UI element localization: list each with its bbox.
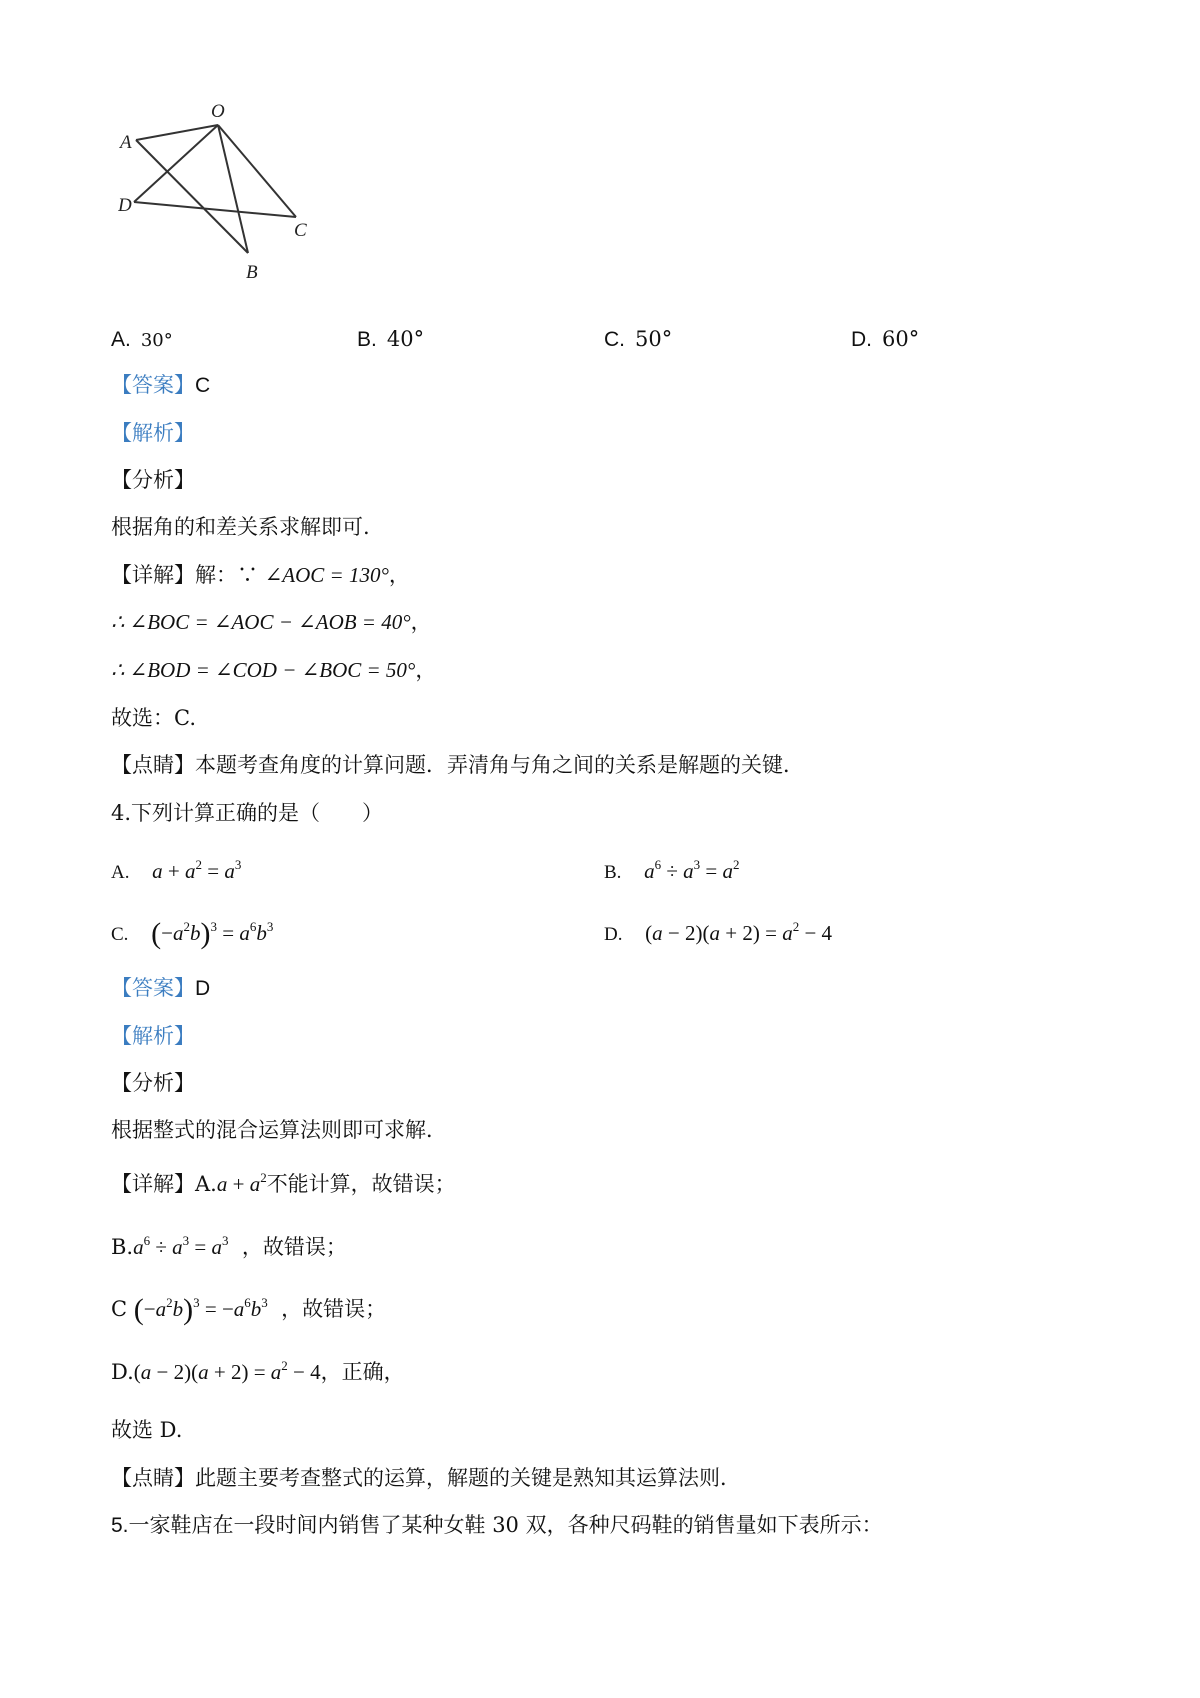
q3-option-c-value: 50° <box>635 327 673 351</box>
q4-option-d <box>604 918 832 950</box>
q4-detail-a-suffix: 不能计算，故错误； <box>266 1172 456 1196</box>
q3-option-b-label: B. <box>357 328 377 351</box>
q3-step2-line <box>111 607 432 637</box>
q4-xiangjie-tag: 【详解】 <box>111 1172 195 1196</box>
q3-dianjing-text: 本题考查角度的计算问题．弄清角与角之间的关系是解题的关键． <box>195 753 804 777</box>
q3-jiexi-tag: 【解析】 <box>111 421 195 445</box>
q4-option-b-label: B. <box>604 862 622 883</box>
segment-DC <box>134 202 296 217</box>
q3-option-c-label: C. <box>604 328 625 351</box>
q4-fenxi-tag: 【分析】 <box>111 1071 195 1095</box>
q3-fenxi-text: 根据角的和差关系求解即可. <box>111 515 370 539</box>
q4-option-c <box>111 918 273 950</box>
label-C: C <box>294 220 307 241</box>
angle-figure <box>118 95 338 285</box>
label-D: D <box>118 195 132 216</box>
q3-step1: ∠AOC = 130° <box>264 563 389 587</box>
q4-option-b-expr: $a^6 \div a^3 = a^2$ <box>644 857 740 883</box>
q4-dianjing-tag: 【点睛】 <box>111 1466 195 1490</box>
q3-choose: 故选：C. <box>111 706 196 730</box>
q3-step2-end: ， <box>410 610 432 634</box>
figure-lines <box>134 125 296 253</box>
q3-option-d-label: D. <box>851 328 872 351</box>
q4-option-a <box>111 856 241 888</box>
q4-fenxi-text: 根据整式的混合运算法则即可求解． <box>111 1118 447 1142</box>
q5-stem <box>111 1510 883 1541</box>
q3-option-b-value: 40° <box>386 327 425 351</box>
q4-dianjing <box>111 1463 741 1493</box>
q4-detail-c-prefix: C <box>111 1297 128 1321</box>
q3-step1-end: ， <box>388 563 410 587</box>
q4-answer <box>111 973 210 1004</box>
q4-detail-a <box>111 1169 456 1199</box>
q4-detail-c <box>111 1294 386 1324</box>
q4-choose: 故选 D. <box>111 1418 183 1442</box>
label-O: O <box>211 101 225 122</box>
q3-xiangjie-tag: 【详解】 <box>111 563 195 587</box>
q4-option-a-expr: $a + a^2 = a^3$ <box>152 857 242 883</box>
q3-option-a <box>111 324 173 356</box>
q4-detail-c-suffix: ，故错误； <box>281 1297 387 1321</box>
label-B: B <box>246 262 258 283</box>
q3-option-b <box>357 324 424 355</box>
q3-answer <box>111 370 210 401</box>
q4-detail-b-prefix: B. <box>111 1235 134 1259</box>
label-A: A <box>120 132 132 153</box>
q3-fenxi-tag: 【分析】 <box>111 468 195 492</box>
q3-xiangjie <box>111 560 410 590</box>
q4-detail-b-suffix: ，故错误； <box>241 1235 347 1259</box>
q4-stem: 4.下列计算正确的是（ ） <box>111 801 384 825</box>
segment-OD <box>134 125 218 202</box>
q4-detail-d-suffix: ，正确， <box>320 1360 405 1384</box>
q5-stem-text: 一家鞋店在一段时间内销售了某种女鞋 30 双，各种尺码鞋的销售量如下表所示： <box>128 1513 883 1537</box>
q3-answer-value: C <box>195 374 211 397</box>
q4-detail-a-expr: $a + a^2$ <box>216 1170 267 1196</box>
q3-option-d-value: 60° <box>882 327 920 351</box>
segment-AB <box>136 140 248 253</box>
q3-dianjing <box>111 750 804 780</box>
q4-dianjing-text: 此题主要考查整式的运算，解题的关键是熟知其运算法则． <box>195 1466 741 1490</box>
q4-detail-b <box>111 1232 347 1262</box>
q4-detail-d-expr: $(a - 2)(a + 2) = a^2 - 4$ <box>133 1358 321 1384</box>
q3-step3-end: ， <box>415 658 437 682</box>
q3-step3: ∴ ∠BOD = ∠COD − ∠BOC = 50° <box>111 658 416 682</box>
q4-detail-a-prefix: A. <box>195 1172 217 1196</box>
q4-option-c-label: C. <box>111 924 129 945</box>
q3-option-d <box>851 324 919 355</box>
q3-xiangjie-prefix: 解：∵ <box>195 563 258 587</box>
q4-option-b <box>604 856 740 888</box>
q4-detail-b-expr: $a^6 \div a^3 = a^3$ <box>133 1233 229 1259</box>
q4-detail-d-prefix: D. <box>111 1360 134 1384</box>
q4-detail-c-expr: $(-a^2b)^3 = -a^6b^3$ <box>133 1293 268 1326</box>
q3-option-a-label: A. <box>111 328 131 351</box>
q4-detail-d <box>111 1357 405 1387</box>
q3-option-a-value: 30° <box>140 330 173 351</box>
q5-stem-num: 5. <box>111 1514 129 1537</box>
q3-step2: ∴ ∠BOC = ∠AOC − ∠AOB = 40° <box>111 610 411 634</box>
q4-option-c-expr: $(-a^2b)^3 = a^6b^3$ <box>151 917 274 950</box>
q4-option-d-expr: $(a - 2)(a + 2) = a^2 - 4$ <box>645 919 833 945</box>
q4-option-d-label: D. <box>604 924 623 945</box>
q3-dianjing-tag: 【点睛】 <box>111 753 195 777</box>
q3-answer-tag: 【答案】 <box>111 373 195 397</box>
q4-jiexi-tag: 【解析】 <box>111 1024 195 1048</box>
q3-option-c <box>604 324 672 355</box>
q4-answer-tag: 【答案】 <box>111 976 195 1000</box>
q4-option-a-label: A. <box>111 862 130 883</box>
q4-answer-value: D <box>195 977 211 1000</box>
segment-OA <box>136 125 218 140</box>
q3-step3-line <box>111 655 436 685</box>
